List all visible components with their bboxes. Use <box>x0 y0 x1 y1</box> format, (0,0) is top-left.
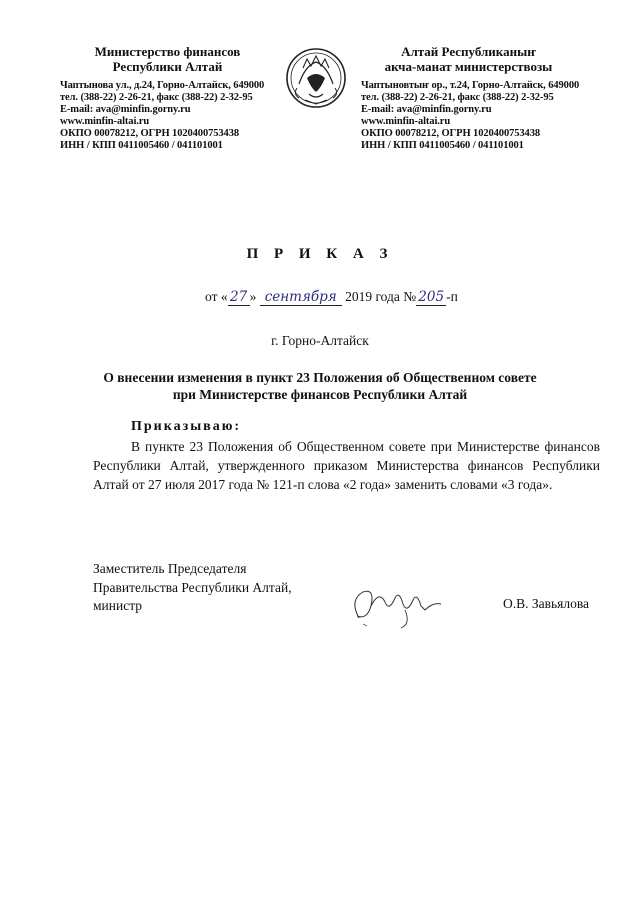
order-number: 205 <box>416 289 446 306</box>
date-month: сентября <box>260 289 342 306</box>
ministry-name-ru: Министерство финансов Республики Алтай <box>94 44 241 74</box>
document-title: П Р И К А З <box>246 246 394 262</box>
ministry-name-alt: Алтай Республиканыҥ акча-манат министерствозы <box>384 44 553 74</box>
signer-position: Заместитель Председателя Правительства Республики Алтай, министр <box>93 561 292 613</box>
handwritten-signature <box>345 580 455 632</box>
order-date-line: от « 27 » сентября 2019 года № 205 -п <box>205 289 458 305</box>
city: г. Горно-Алтайск <box>271 333 369 348</box>
coat-of-arms-icon <box>285 44 347 112</box>
order-label: Приказываю: <box>131 419 242 434</box>
signer-name: О.В. Завьялова <box>503 596 590 611</box>
header-left <box>60 44 275 152</box>
header-right <box>361 44 601 152</box>
order-body: В пункте 23 Положения об Общественном совете при Министерстве финансов Республики Алтай, утвержденного приказом Министерства финансов Республики Алтай от 27 июля 2017 года № 121-п слова «2 года» заменить словами «3 года». <box>93 439 600 492</box>
contact-info-alt: Чаптыновтыҥ ор., т.24, Горно-Алтайск, 649000 тел. (388-22) 2-26-21, факс (388-22) 2-32-95 E-mail: ava@minfin.gorny.ru www.minfin-altai.ru ОКПО 00078212, ОГРН 1020400753438 ИНН / КПП 0411005460 / 041101001 <box>361 80 580 151</box>
date-day: 27 <box>228 289 250 306</box>
contact-info-ru: Чаптынова ул., д.24, Горно-Алтайск, 649000 тел. (388-22) 2-26-21, факс (388-22) 2-32-95 E-mail: ava@minfin.gorny.ru www.minfin-altai.ru ОКПО 00078212, ОГРН 1020400753438 ИНН / КПП 0411005460 / 041101001 <box>60 80 265 151</box>
order-subject: О внесении изменения в пункт 23 Положения об Общественном совете при Министерстве финансов Республики Алтай <box>103 370 537 402</box>
